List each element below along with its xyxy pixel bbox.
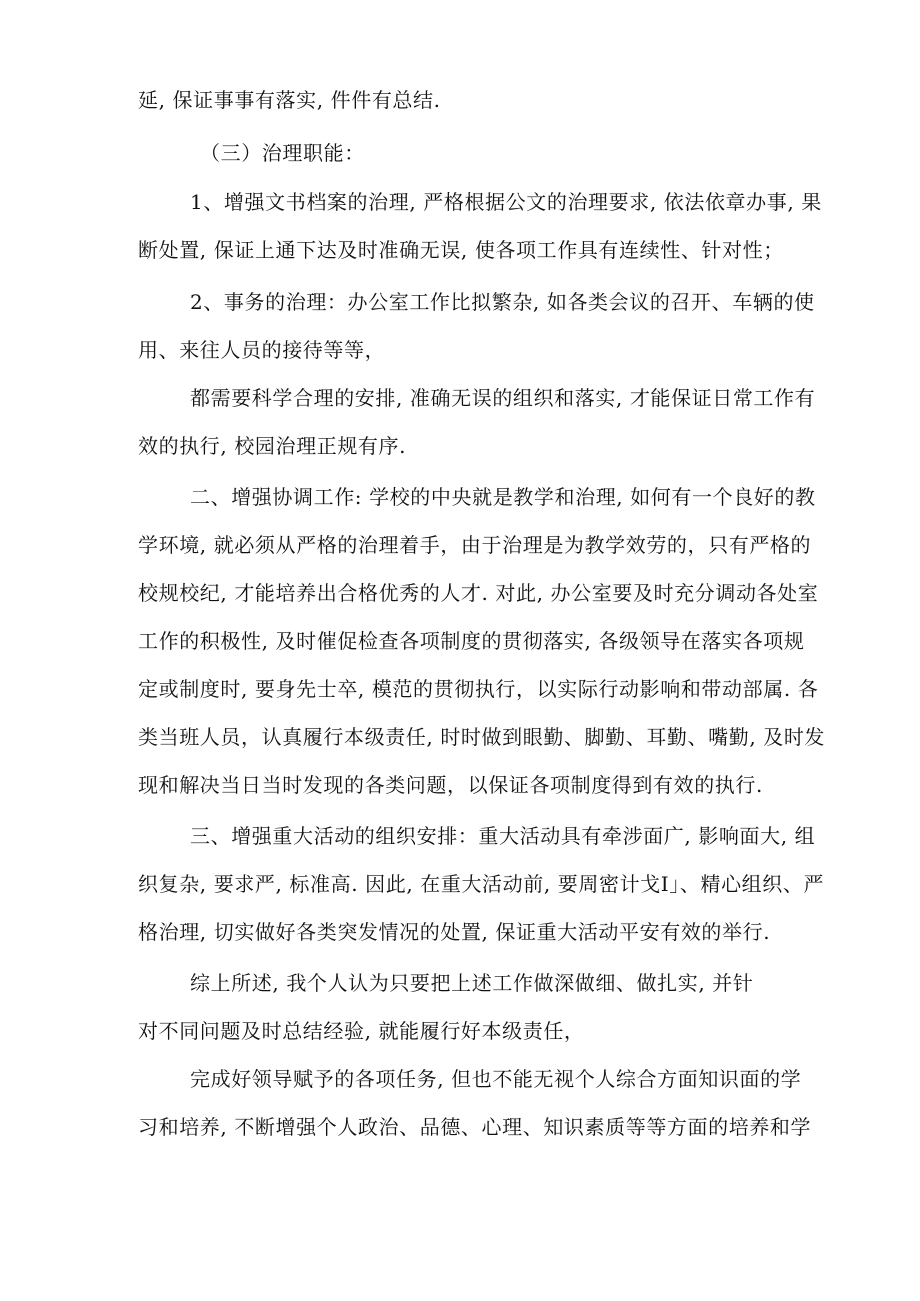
text-line: 完成好领导赋予的各项任务, 但也不能无视个人综合方面知识面的学 xyxy=(190,1067,802,1091)
text-line: 学环境, 就必须从严格的治理着手，由于治理是为教学效劳的，只有严格的 xyxy=(138,533,812,557)
text-line: 2、事务的治理：办公室工作比拟繁杂, 如各类会议的召开、车辆的使 xyxy=(190,290,815,314)
text-line: 断处置, 保证上通下达及时准确无误, 使各项工作具有连续性、针对性； xyxy=(138,238,784,262)
text-line: 效的执行, 校园治理正规有序. xyxy=(138,434,407,458)
text-line: 习和培养, 不断增强个人政治、品德、心理、知识素质等等方面的培养和学 xyxy=(138,1115,812,1139)
text-line: 定或制度时, 要身先士卒, 模范的贯彻执行，以实际行动影响和带动部属. 各 xyxy=(138,677,819,701)
text-line: 综上所述, 我个人认为只要把上述工作做深做细、做扎实, 并针 xyxy=(190,971,754,995)
text-line: 类当班人员，认真履行本级责任, 时时做到眼勤、脚勤、耳勤、嘴勤, 及时发 xyxy=(138,725,826,749)
text-line: 延, 保证事事有落实, 件件有总结. xyxy=(138,88,441,112)
text-line: 二、增强协调工作: 学校的中央就是教学和治理, 如何有一个良好的教 xyxy=(190,485,816,509)
text-line: 对不同问题及时总结经验, 就能履行好本级责任， xyxy=(138,1019,585,1043)
text-line: 用、来往人员的接待等等， xyxy=(138,338,386,362)
text-line: 三、增强重大活动的组织安排：重大活动具有牵涉面广, 影响面大, 组 xyxy=(190,824,816,848)
text-line: 工作的积极性, 及时催促检查各项制度的贯彻落实, 各级领导在落实各项规 xyxy=(138,629,805,653)
text-line: 现和解决当日当时发现的各类问题，以保证各项制度得到有效的执行. xyxy=(138,773,763,797)
section-heading: （三）治理职能： xyxy=(200,141,365,165)
text-line: 织复杂, 要求严, 标准高. 因此, 在重大活动前, 要周密计戈I」、精心组织、严 xyxy=(138,872,825,896)
text-line: 都需要科学合理的安排, 准确无误的组织和落实, 才能保证日常工作有 xyxy=(190,386,816,410)
text-line: 校规校纪, 才能培养出合格优秀的人才. 对此, 办公室要及时充分调动各处室 xyxy=(138,581,819,605)
text-line: 格治理, 切实做好各类突发情况的处置, 保证重大活动平安有效的举行. xyxy=(138,920,771,944)
text-line: 1、增强文书档案的治理, 严格根据公文的治理要求, 依法依章办事, 果 xyxy=(190,190,822,214)
